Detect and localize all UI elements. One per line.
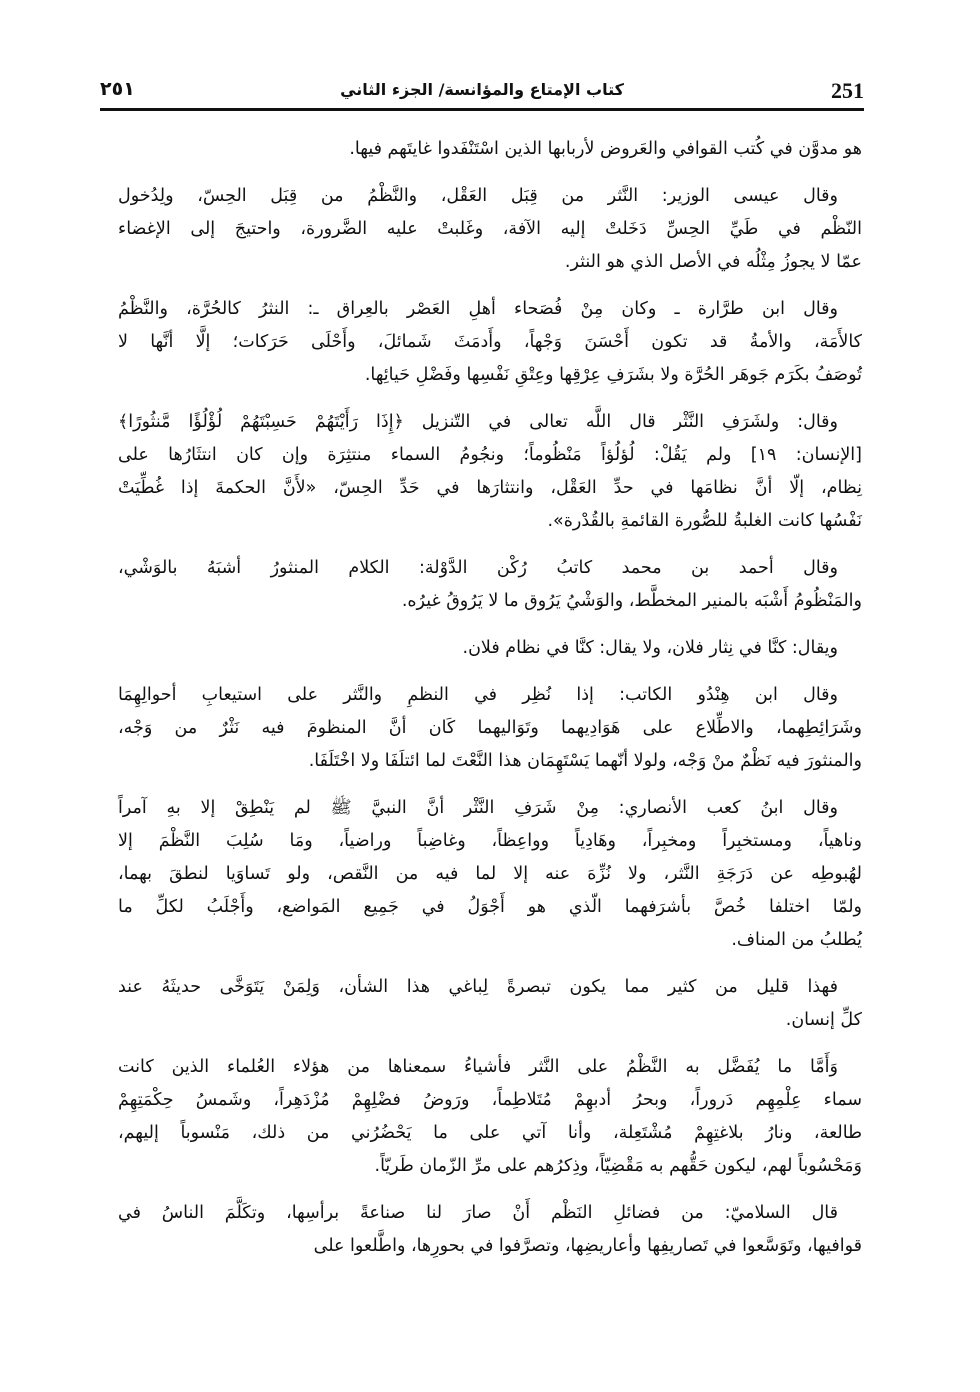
paragraph bbox=[118, 293, 862, 392]
text-line: [الإنسان: ١٩] ولم يَقُلْ: لُؤلُؤاً مَنْظُوماً؛ ونجُومُ السماء منتثِرَة وإن كان انتثَارُها على bbox=[118, 445, 862, 465]
text-line: طالعة، ونارُ بلاغتِهِمْ مُشْتَعِلة، وأنا آتي على ما يَحْضُرُني من ذلك، مَنْسوباً إليهم، bbox=[118, 1123, 862, 1143]
page-number-latin: 251 bbox=[831, 78, 864, 103]
page-body bbox=[118, 133, 862, 1277]
text-line: يُطلبُ من المناف. bbox=[731, 930, 862, 950]
text-line: وقال ابن طرَّارة ـ وكان مِنْ فُصَحاء أهلِ العَصْر بالعِراق ـ: النثرُ كالحُرَّة، والنَّظْمُ bbox=[118, 299, 838, 319]
text-line: والمنثورَ فيه نَظْمٌ منْ وَجْه، ولولا أنّهما يَسْتَهِمَان هذا النَّعْتَ لما ائتلَفَا ولا اخْتَلَفَا. bbox=[308, 751, 862, 771]
text-line: هو مدوَّن في كُتب القوافي والعَروض لأربابها الذين اسْتَنْفَدوا غايتَهم فيها. bbox=[349, 139, 862, 159]
text-line: تُوصَفُ بكَرَم جَوهَر الحُرَّة ولا بشَرَفِ عِرْقِها وعِتْقِ نَفْسِها وفَضْلِ حَيائِها. bbox=[364, 365, 862, 385]
text-line: والمَنْظُومُ أَشْبَه بالمنير المخطَّط، والوَشْيُ يَرُوق ما لا يَرُوقُ غيرُه. bbox=[401, 591, 862, 611]
text-line: قال السلاميّ: من فضائلِ النَظْم أَنْ صارَ لنا صناعةً برأسِها، وتكَلَّمَ الناسُ في bbox=[118, 1203, 838, 1223]
paragraph bbox=[118, 552, 862, 618]
text-line: قوافيها، وتَوَسَّعوا في تَصاريفِها وأعاريضِها، وتصرَّفوا في بحورِها، واطَّلعوا على bbox=[313, 1236, 862, 1256]
text-line: النّظْم في طَيِّ الحِسِّ دَخَلتْ إليه الآفة، وغَلبتْ عليه الضَّرورة، واحتيجَ إلى الإغضاء bbox=[118, 219, 862, 239]
text-line: ولمّا اختلفا خُصَّ بأشرَفهما الّذي هو أَجْوَلُ في جَمِيع المَواضع، وأَجْلَبُ لكلِّ ما bbox=[118, 897, 862, 917]
paragraph bbox=[118, 632, 862, 665]
text-line: وناهياً، ومستخبِراً ومخبِراً، وهَادِياً وواعِظاً، وغاضِباً وراضياً، ومَا سُلِبَ النَّظْمَ إلا bbox=[118, 831, 862, 851]
paragraph bbox=[118, 1051, 862, 1183]
text-line: كلِّ إنسان. bbox=[785, 1010, 862, 1030]
text-line: سماء عِلْمِهِم دَروراً، وبحرُ أدبهِمْ مُتَلاطِماً، ورَوضُ فضْلِهِمْ مُزْدَهِراً، وشَمسُ حِكْمَتِهِمْ bbox=[118, 1090, 862, 1110]
text-line: نَفْسُها كانت الغلبةُ للصُّورة القائمةِ بالقُدْرة». bbox=[547, 511, 862, 531]
paragraph bbox=[118, 1197, 862, 1263]
text-line: وقال عيسى الوزير: النَّثر من قِبَل العَقْل، والنَّظْمُ من قِبَل الحِسّ، ولِدُخول bbox=[118, 186, 838, 206]
text-line: وقال: ولشَرَفِ النَّثْر قال اللَّه تعالى في التّنزيل ﴿إِذَا رَأَيْتَهُمْ حَسِبْتَهُمْ لُؤْلُؤًا مَّنثُورًا﴾ bbox=[118, 412, 838, 432]
text-line: وقال ابنُ كعب الأنصاري: مِنْ شَرَفِ النَّثْر أنَّ النبيَّ ﷺ لم يَنْطِقْ إلا بهِ آمراً bbox=[118, 798, 838, 818]
running-title: كتاب الإمتاع والمؤانسة/ الجزء الثاني bbox=[340, 80, 624, 99]
page-number-arabic: ٢٥١ bbox=[100, 78, 135, 100]
text-line: ويقال: كنَّا في نِثار فلان، ولا يقال: كنَّا في نظام فلان. bbox=[462, 638, 838, 658]
text-line: وشَرَائِطِهما، والاطِّلاع على هَوَادِيهما وتَوَاليهما كَان أنَّ المنظومَ فيه نَثْرٌ من وَجْه، bbox=[118, 718, 862, 738]
text-line: نِظام، إلّا أنَّ نظامَها في حدِّ العَقْل، وانتثارَها في حَدِّ الحِسّ، «لأَنَّ الحكمةَ إذا غُطِّيَتْ bbox=[118, 478, 862, 498]
text-line: كالأَمَة، والأمةُ قد تكون أَحْسَنَ وَجْهاً، وأَدمَثَ شَمائلَ، وأَحْلَى حَرَكات؛ إلَّا أنَّها لا bbox=[118, 332, 862, 352]
paragraph bbox=[118, 133, 862, 166]
paragraph bbox=[118, 679, 862, 778]
text-line: وقال أحمد بن محمد كاتبُ رُكْن الدَّوْلة: الكلام المنثورُ أشبَهُ بالوَشْي، bbox=[118, 558, 838, 578]
paragraph bbox=[118, 406, 862, 538]
text-line: وقال ابن هِنْدُو الكاتب: إذا نُظِر في النظمِ والنَّثر على استيعابِ أحوالِهِمَا bbox=[118, 685, 838, 705]
text-line: فهذا قليل من كثير مما يكون تبصرةً لِباغي هذا الشأن، وَلِمَنْ يَتَوَخَّى حديثَهُ عند bbox=[118, 977, 838, 997]
text-line: وَأَمَّا ما يُفَضَّل به النَّظْمُ على النَّثر فأشياءُ سمعناها من هؤلاء العُلماء الذين كانت bbox=[118, 1057, 838, 1077]
text-line: عمّا لا يجوزُ مِثْلُه في الأصل الذي هو النثر. bbox=[564, 252, 862, 272]
paragraph bbox=[118, 792, 862, 957]
paragraph bbox=[118, 971, 862, 1037]
text-line: لهُبوطِه عن دَرَجَةِ النَّثر، ولا نُزِّهَ عنه إلا لما فيه من النَّقص، ولو تَساوَيا لنطقَ بهما، bbox=[118, 864, 862, 884]
paragraph bbox=[118, 180, 862, 279]
page-header bbox=[100, 74, 864, 111]
text-line: وَمَحْسُوباً لهم، ليكون حَقُّهم به مَقْضِيّاً، وذِكرُهم على مرِّ الزّمان طَريّاً. bbox=[374, 1156, 862, 1176]
